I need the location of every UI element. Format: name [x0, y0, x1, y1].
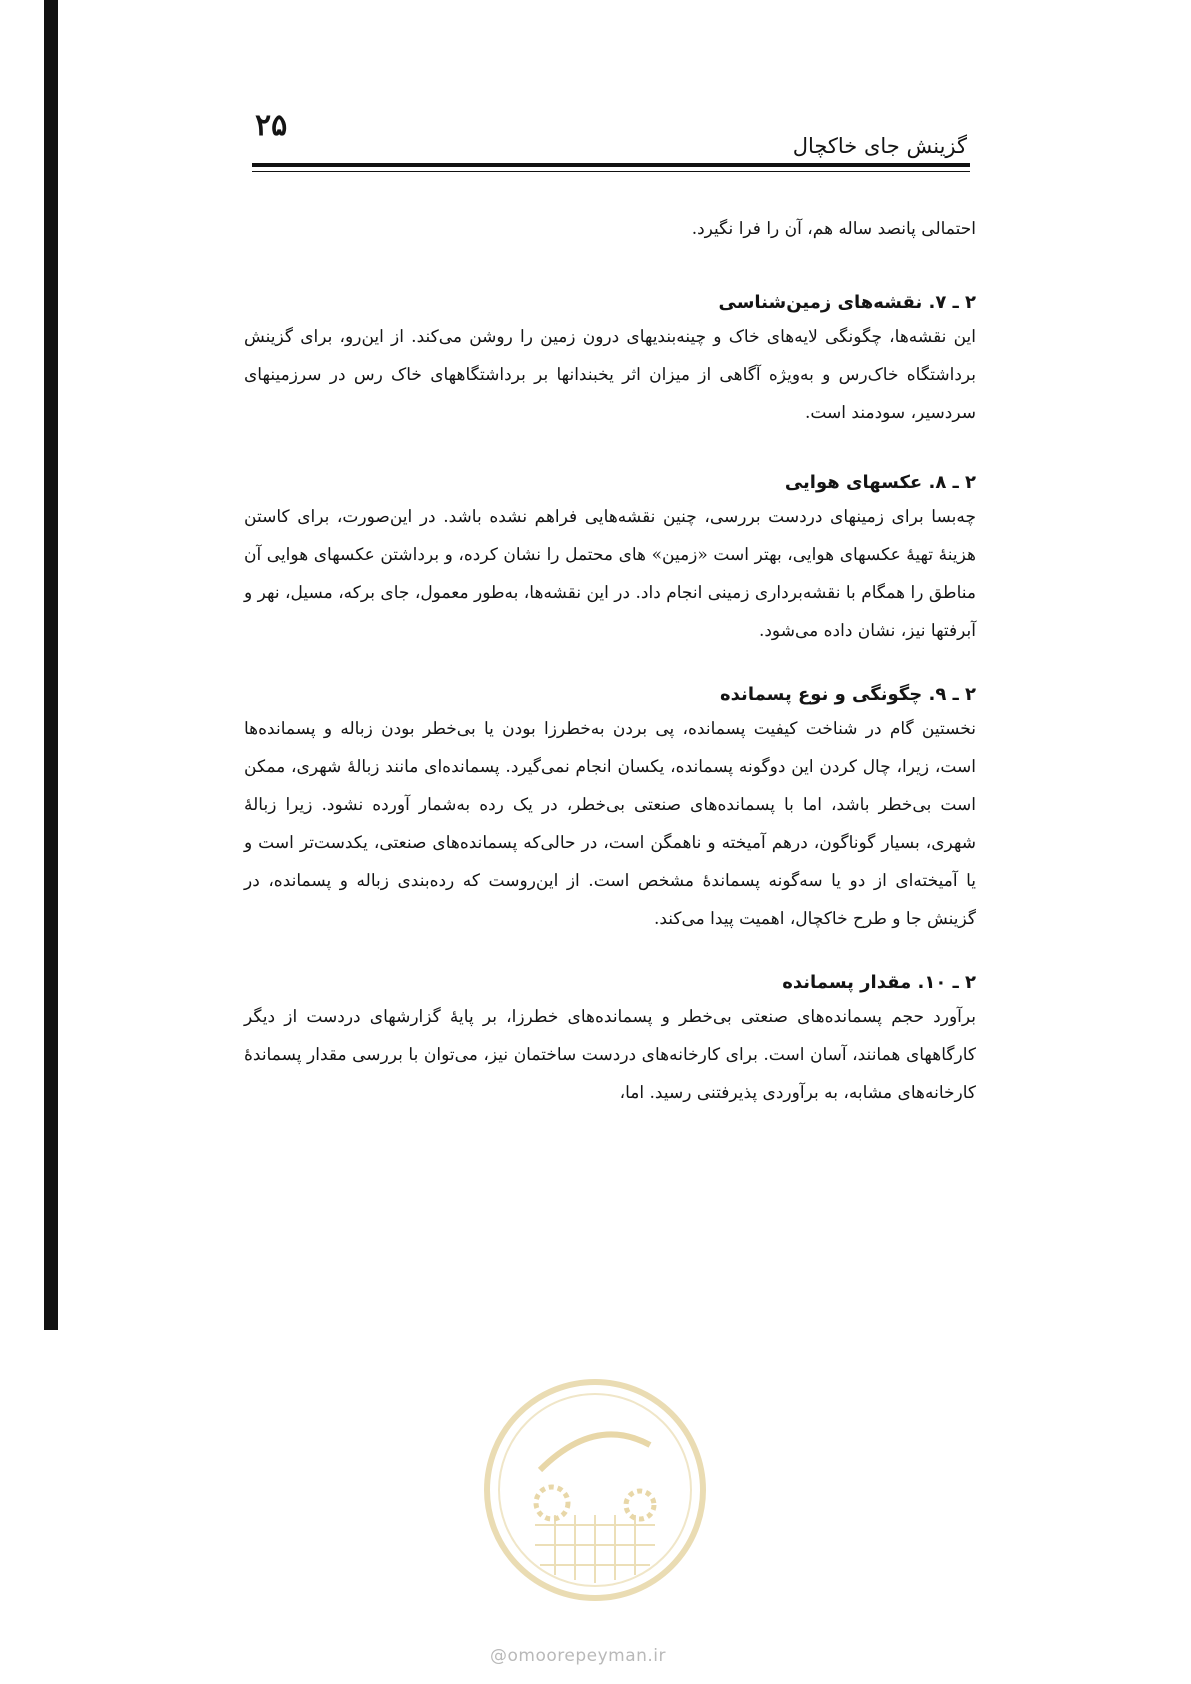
section-heading: ۲ ـ ۱۰. مقدار پسمانده — [782, 972, 976, 993]
section-heading: ۲ ـ ۷. نقشه‌های زمین‌شناسی — [718, 292, 976, 313]
running-header-title: گزینش جای خاکچال — [792, 134, 967, 158]
header-rule-thick — [252, 163, 970, 167]
section-heading: ۲ ـ ۹. چگونگی و نوع پسمانده — [720, 684, 976, 705]
section-waste-quantity — [244, 968, 976, 1112]
watermark-url: @omoorepeyman.ir — [490, 1646, 667, 1666]
section-paragraph: چه‌بسا برای زمینهای دردست بررسی، چنین نقشه‌هایی فراهم نشده باشد. در این‌صورت، برای کاستن هزینهٔ تهیهٔ عکسهای هوایی، بهتر است «زمین» های محتمل را نشان کرده، و برداشتن عکسهای هوایی آن مناطق را همگام با نقشه‌برداری زمینی انجام داد. در این نقشه‌ها، به‌طور معمول، جای برکه، مسیل، نهر و آبرفتها نیز، نشان داده می‌شود. — [244, 507, 976, 641]
section-paragraph: نخستین گام در شناخت کیفیت پسمانده، پی بردن به‌خطرزا بودن یا بی‌خطر بودن زباله و پسمانده‌ها است، زیرا، چال کردن این دوگونه پسمانده، یکسان انجام نمی‌گیرد. پسمانده‌ای مانند زبالهٔ شهری، ممکن است بی‌خطر باشد، اما با پسمانده‌های صنعتی بی‌خطر، در یک رده به‌شمار آورده نشود. زیرا زبالهٔ شهری، بسیار گوناگون، درهم آمیخته و ناهمگن است، در حالی‌که پسمانده‌های صنعتی، یکدست‌تر است و یا آمیخته‌ای از دو یا سه‌گونه پسماندهٔ مشخص است. از این‌روست که رده‌بندی زباله و پسمانده، در گزینش جا و طرح خاکچال، اهمیت پیدا می‌کند. — [244, 719, 976, 929]
section-paragraph: برآورد حجم پسمانده‌های صنعتی بی‌خطر و پسمانده‌های خطرزا، بر پایهٔ گزارشهای دردست از دیگر کارگاههای همانند، آسان است. برای کارخانه‌های دردست ساختمان نیز، می‌توان با بررسی مقدار پسماندهٔ کارخانه‌های مشابه، به برآوردی پذیرفتنی رسید. اما، — [244, 1007, 976, 1103]
page-number: ۲۵ — [255, 108, 288, 143]
watermark-logo — [480, 1375, 710, 1605]
header-rule-thin — [252, 171, 970, 172]
section-aerial-photos — [244, 468, 976, 650]
body-text — [244, 210, 976, 1112]
section-waste-type — [244, 680, 976, 938]
section-heading: ۲ ـ ۸. عکسهای هوایی — [784, 472, 976, 493]
intro-paragraph: احتمالی پانصد ساله هم، آن را فرا نگیرد. — [691, 219, 976, 239]
watermark-seal-icon — [480, 1375, 710, 1605]
section-geological-maps — [244, 288, 976, 432]
section-paragraph: این نقشه‌ها، چگونگی لایه‌های خاک و چینه‌بندیهای درون زمین را روشن می‌کند. از این‌رو، برای گزینش برداشتگاه خاک‌رس و به‌ویژه آگاهی از میزان اثر یخبندانها بر برداشتگاههای خاک رس در سرزمینهای سردسیر، سودمند است. — [244, 327, 976, 423]
